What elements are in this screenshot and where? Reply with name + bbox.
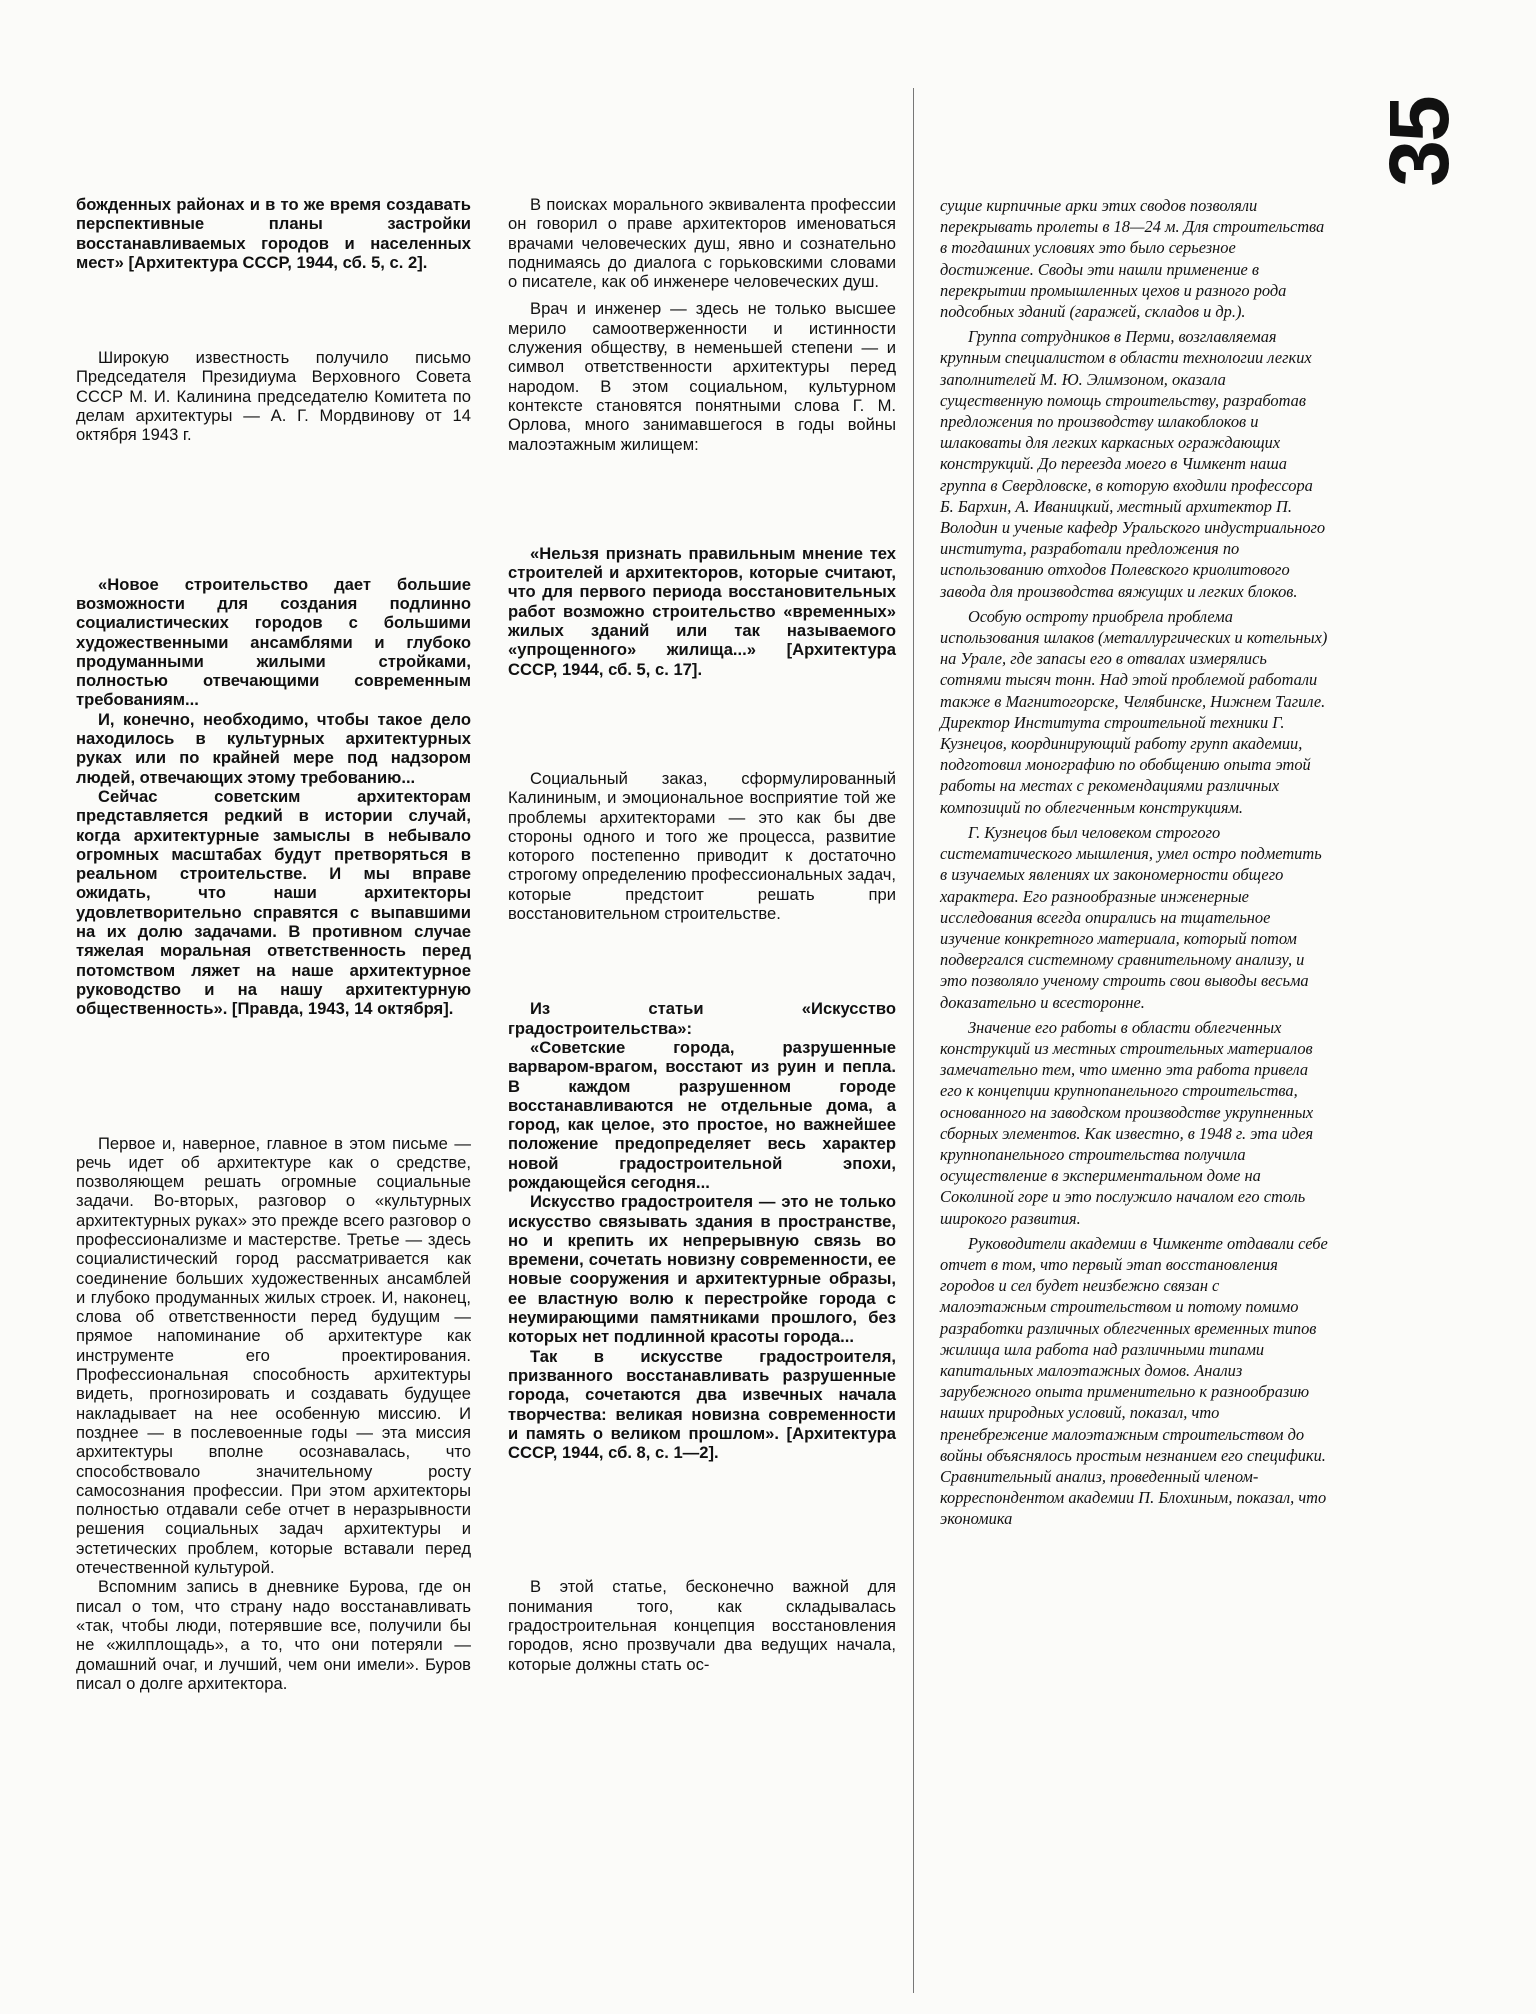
quote: Сейчас советским архитекторам представляется редкий в истории случай, когда архитектурные замыслы в небывало огромных масштабах будут претворяться в реальном строительстве. И мы вправе ожидать, что наши архитекторы удовлетворительно справятся с выпавшими на их долю задачами. В противном случае тяжелая моральная ответственность перед потомством ляжет на наше архитектурное руководство и на нашу архитектурную общественность». [Правда, 1943, 14 октября]. [76, 786, 471, 1019]
paragraph: Социальный заказ, сформулированный Калининым, и эмоциональное восприятие той же проблемы архитекторами — это как бы две стороны одного и того же процесса, развитие которого постепенно приводит к достаточно строгому определению профессиональных задач, которые предстоит решать при восстановительном строительстве. [508, 768, 896, 924]
paragraph: В поисках морального эквивалента профессии он говорил о праве архитекторов именоваться врачами человеческих душ, явно и сознательно поднимаясь до диалога с горьковскими словами о писателе, как об инженере человеческих душ. [508, 195, 896, 292]
paragraph: Значение его работы в области облегченных конструкций из местных строительных материалов замечательно тем, что именно эта работа привела его к концепции крупнопанельного строительства, основанного на заводском производстве укрупненных сборных элементов. Как известно, в 1948 г. эта идея крупнопанельного строительства получила осуществление в экспериментальном доме на Соколиной горе и это послужило началом его столь широкого развития. [940, 1017, 1314, 1228]
paragraph: Г. Кузнецов был человеком строгого систематического мышления, умел остро подметить в изучаемых явлениях их закономерности общего характера. Его разнообразные инженерные исследования всегда опирались на тщательное изучение конкретного материала, который потом подвергался системному сравнительному анализу, и это позволяло ученому строить свои выводы весьма доказательно и всесторонне. [940, 822, 1322, 1012]
paragraph: Широкую известность получило письмо Председателя Президиума Верховного Совета СССР М. И. Калинина председателю Комитета по делам архитектуры — А. Г. Мордвинову от 14 октября 1943 г. [76, 348, 471, 445]
paragraph: Руководители академии в Чимкенте отдавали себе отчет в том, что первый этап восстановления городов и сел будет неизбежно связан с малоэтажным строительством и потому помимо разработки различных облегченных временных типов жилища шла работа над различными типами капитальных малоэтажных домов. Анализ зарубежного опыта применительно к разнообразию наших природных условий, показал, что пренебрежение малоэтажным строительством до войны объяснялось простым незнанием его специфики. Сравнительный анализ, проведенный членом-корреспондентом академии П. Блохиным, показал, что экономика [940, 1233, 1328, 1529]
column-1 [76, 195, 471, 1693]
column-3 [940, 195, 1328, 1534]
paragraph: сущие кирпичные арки этих сводов позволяли перекрывать пролеты в 18—24 м. Для строительства в тогдашних условиях это было серьезное достижение. Своды эти нашли применение в перекрытии промышленных цехов и разного рода подсобных зданий (гаражей, складов и др.). [940, 196, 1325, 322]
paragraph: В этой статье, бесконечно важной для понимания того, как складывалась градостроительная концепция восстановления городов, ясно прозвучали два ведущих начала, которые должны стать ос- [508, 1577, 896, 1674]
quote: И, конечно, необходимо, чтобы такое дело находилось в культурных архитектурных руках или по крайней мере под надзором людей, отвечающих этому требованию... [76, 709, 471, 787]
paragraph: Группа сотрудников в Перми, возглавляемая крупным специалистом в области технологии легких заполнителей М. Ю. Элимзоном, оказала существенную помощь строительству, разработав предложения по производству шлакоблоков и шлаковаты для легких каркасных ограждающих конструкций. До переезда моего в Чимкент наша группа в Свердловске, в которую входили профессора Б. Бархин, А. Иваницкий, местный архитектор П. Володин и ученые кафедр Уральского индустриального института, разработали предложения по использованию отходов Полевского криолитового завода для производства вяжущих и легких блоков. [940, 327, 1326, 601]
quote: «Советские города, разрушенные варваром-врагом, восстают из руин и пепла. В каждом разрушенном городе восстанавливаются не отдельные дома, а город, как целое, это простое, но важнейшее положение предопределяет весь характер новой градостроительной эпохи, рождающейся сегодня... [508, 1037, 896, 1192]
paragraph: Врач и инженер — здесь не только высшее мерило самоотверженности и истинности служения обществу, в неменьшей степени — и символ ответственности архитектуры перед народом. В этом социальном, культурном контексте становятся понятными слова Г. М. Орлова, много занимавшегося в годы войны малоэтажным жилищем: [508, 299, 896, 454]
quote: «Нельзя признать правильным мнение тех строителей и архитекторов, которые считают, что для первого периода восстановительных работ возможно строительство «временных» жилых зданий или так называемого «упрощенного» жилища...» [Архитектура СССР, 1944, сб. 5, с. 17]. [508, 543, 896, 679]
paragraph: Особую остроту приобрела проблема использования шлаков (металлургических и котельных) на Урале, где запасы его в отвалах измерялись сотнями тысяч тонн. Над этой проблемой работали также в Магнитогорске, Челябинске, Нижнем Тагиле. Директор Института строительной техники Г. Кузнецов, координирующий работу групп академии, подготовил монографию по обобщению опыта этой работы на местах с рекомендациями различных композиций по облегченным конструкциям. [940, 606, 1328, 817]
quote-continuation: божденных районах и в то же время создавать перспективные планы застройки восстанавливаемых городов и населенных мест» [Архитектура СССР, 1944, сб. 5, с. 2]. [76, 195, 471, 272]
column-2 [508, 195, 896, 1674]
quote: Искусство градостроителя — это не только искусство связывать здания в пространстве, но и крепить их непрерывную связь во времени, сочетать новизну современности, ее новые сооружения и архитектурные образы, ее властную волю к перестройке города с неумирающими памятниками прошлого, без которых нет подлинной красоты города... [508, 1192, 896, 1347]
page-number: 35 [1372, 97, 1466, 187]
column-divider [913, 88, 914, 1993]
quote: «Новое строительство дает большие возможности для создания подлинно социалистических городов с большими художественными ансамблями и глубоко продуманными жилыми стройками, полностью отвечающими современным требованиям... [76, 574, 471, 710]
quote: Так в искусстве градостроителя, призванного восстанавливать разрушенные города, сочетаются два извечных начала творчества: великая новизна современности и память о великом прошлом». [Архитектура СССР, 1944, сб. 8, с. 1—2]. [508, 1346, 896, 1463]
section-heading: Из статьи «Искусство градостроительства»: [508, 999, 896, 1038]
paragraph: Первое и, наверное, главное в этом письме — речь идет об архитектуре как о средстве, позволяющем решать огромные социальные задачи. Во-вторых, разговор о «культурных архитектурных руках» это прежде всего разговор о профессионализме и мастерстве. Третье — здесь социалистический город рассматривается как соединение больших художественных ансамблей и глубоко продуманных жилых строек. И, наконец, слова об ответственности перед будущим — прямое напоминание об архитектуре как инструменте его проектирования. Профессиональная способность архитектуры видеть, прогнозировать и создавать будущее накладывает на нее особенную миссию. И позднее — в послевоенные годы — эта миссия архитектуры вполне осознавалась, что способствовало значительному росту самосознания профессии. При этом архитекторы полностью отдавали себе отчет в неразрывности решения социальных задач архитектуры и эстетических проблем, которые вставали перед отечественной культурой. [76, 1133, 471, 1578]
paragraph: Вспомним запись в дневнике Бурова, где он писал о том, что страну надо восстанавливать «так, чтобы люди, потерявшие все, получили бы не «жилплощадь», а то, что они потеряли — домашний очаг, и лучший, чем они имели». Буров писал о долге архитектора. [76, 1577, 471, 1693]
